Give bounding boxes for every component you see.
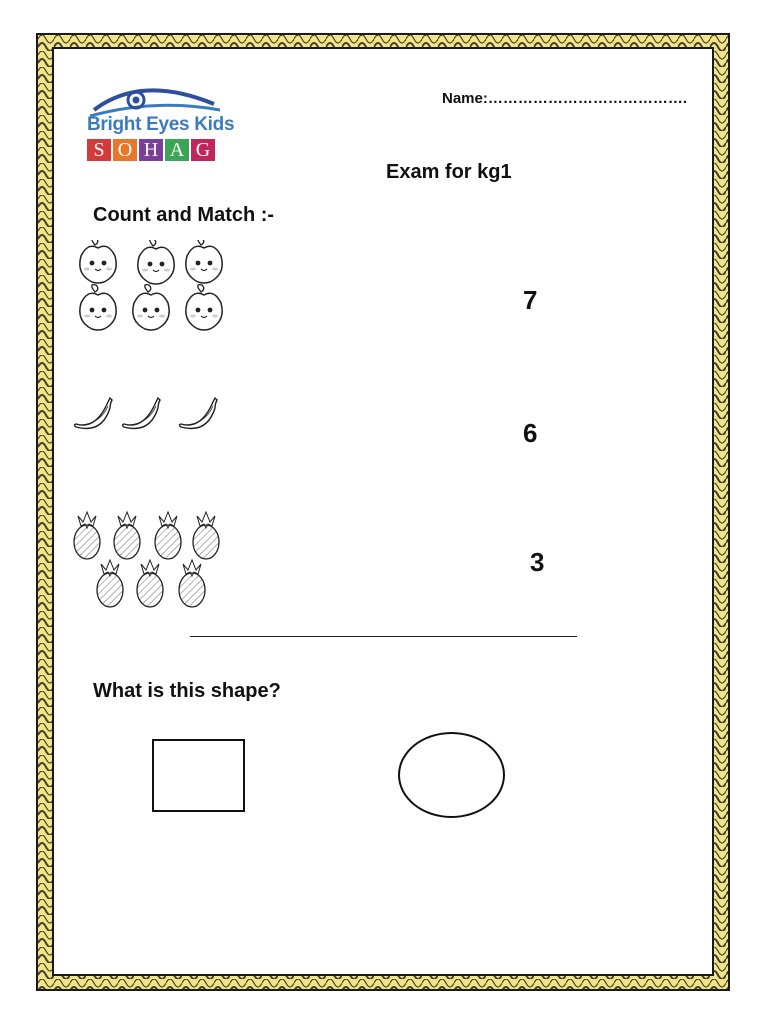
apple-icon [80,240,116,283]
pineapple-group [70,508,230,608]
pineapple-icon [193,512,219,559]
pineapple-icon [74,512,100,559]
logo-sohag-letters [87,139,215,161]
apple-group [72,240,232,335]
pineapple-icon [114,512,140,559]
square-shape [152,739,245,812]
banana-group [72,392,222,432]
logo-letter: O [113,139,137,161]
logo-letter: H [139,139,163,161]
banana-icon [180,398,218,428]
apple-icon [138,240,174,284]
logo-letter: S [87,139,111,161]
name-field: Name:…………………………………. [442,90,688,107]
match-number: 6 [523,418,538,448]
pineapple-icon [179,560,205,607]
logo-letter: G [191,139,215,161]
apple-icon [133,285,169,330]
match-number: 7 [523,285,538,315]
page-title: Exam for kg1 [386,161,512,183]
pineapple-icon [155,512,181,559]
apple-icon [80,285,116,330]
apple-icon [186,240,222,283]
pineapple-icon [97,560,123,607]
match-number: 3 [530,547,545,577]
logo-letter: A [165,139,189,161]
count-match-heading: Count and Match :- [93,204,275,226]
banana-icon [123,398,161,428]
pineapple-icon [137,560,163,607]
section-divider [190,636,577,637]
circle-shape [398,732,505,818]
banana-icon [75,398,113,428]
shape-question-heading: What is this shape? [93,680,281,702]
logo-brand-text: Bright Eyes Kids [87,114,235,135]
apple-icon [186,285,222,330]
